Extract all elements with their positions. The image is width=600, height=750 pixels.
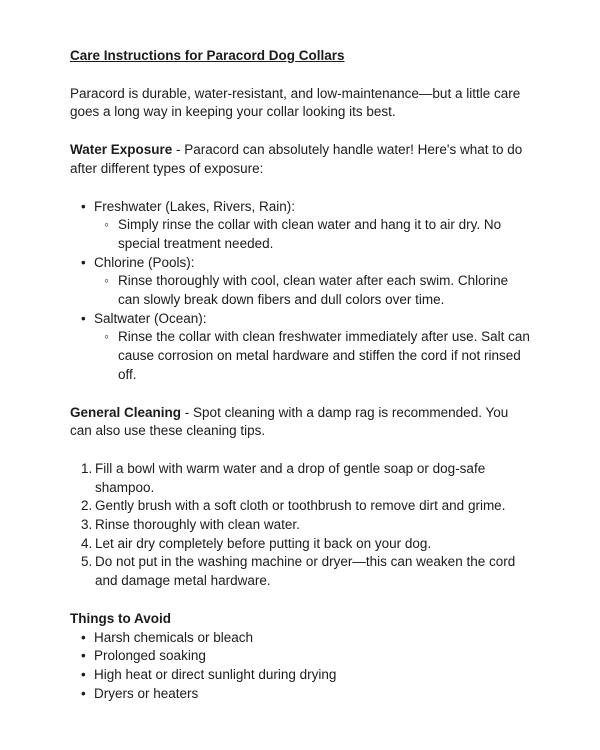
intro-paragraph: Paracord is durable, water-resistant, and low-maintenance—but a little care goes a long way in keeping your collar looking its best. (70, 85, 521, 120)
water-exposure-lead: - Paracord can absolutely handle water! Here's what to do after different types of exposure: (70, 142, 523, 176)
list-subitem (118, 328, 530, 384)
cleaning-step (95, 497, 530, 516)
general-cleaning-heading: General Cleaning (70, 404, 182, 420)
list-item-label: Saltwater (Ocean): (94, 310, 207, 326)
chlorine-sublist (94, 272, 530, 309)
list-item-freshwater (94, 198, 530, 254)
cleaning-step-text: Gently brush with a soft cloth or toothbrush to remove dirt and grime. (95, 498, 506, 514)
cleaning-steps-list (70, 460, 530, 591)
document-title: Care Instructions for Paracord Dog Collars (70, 48, 345, 63)
list-subitem (118, 216, 530, 253)
list-subitem-text: Simply rinse the collar with clean water and hang it to air dry. No special treatment needed. (118, 217, 502, 251)
cleaning-step-text: Fill a bowl with warm water and a drop of gentle soap or dog-safe shampoo. (95, 460, 486, 495)
water-exposure-list (70, 198, 530, 385)
list-subitem-text: Rinse thoroughly with cool, clean water after each swim. Chlorine can slowly break down fibers and dull colors over time. (118, 273, 509, 308)
things-to-avoid-list (70, 629, 530, 704)
cleaning-step-text: Do not put in the washing machine or dryer—this can weaken the cord and damage metal hardware. (95, 554, 516, 589)
list-item-saltwater (94, 310, 530, 385)
avoid-item (94, 629, 530, 648)
avoid-item-text: Prolonged soaking (94, 648, 206, 664)
list-item-label: Freshwater (Lakes, Rivers, Rain): (94, 198, 296, 214)
cleaning-step (95, 553, 530, 590)
cleaning-step (95, 516, 530, 535)
avoid-item-text: Harsh chemicals or bleach (94, 629, 254, 645)
list-subitem (118, 272, 530, 309)
things-to-avoid-heading: Things to Avoid (70, 610, 171, 626)
avoid-item (94, 647, 530, 666)
cleaning-step (95, 460, 530, 497)
cleaning-step-text: Rinse thoroughly with clean water. (95, 517, 300, 533)
cleaning-step-text: Let air dry completely before putting it back on your dog. (95, 535, 432, 551)
water-exposure-heading: Water Exposure (70, 142, 173, 158)
avoid-item (94, 666, 530, 685)
list-item-chlorine (94, 254, 530, 310)
freshwater-sublist (94, 216, 530, 253)
saltwater-sublist (94, 328, 530, 384)
water-exposure-paragraph (70, 141, 530, 178)
avoid-item-text: High heat or direct sunlight during drying (94, 666, 337, 682)
list-subitem-text: Rinse the collar with clean freshwater immediately after use. Salt can cause corrosion on metal hardware and stiffen the cord if not rinsed off. (118, 329, 530, 382)
general-cleaning-lead: - Spot cleaning with a damp rag is recommended. You can also use these cleaning tips. (70, 404, 509, 439)
avoid-item-text: Dryers or heaters (94, 685, 199, 701)
general-cleaning-paragraph (70, 404, 530, 441)
cleaning-step (95, 535, 530, 554)
avoid-item (94, 685, 530, 704)
list-item-label: Chlorine (Pools): (94, 254, 195, 270)
